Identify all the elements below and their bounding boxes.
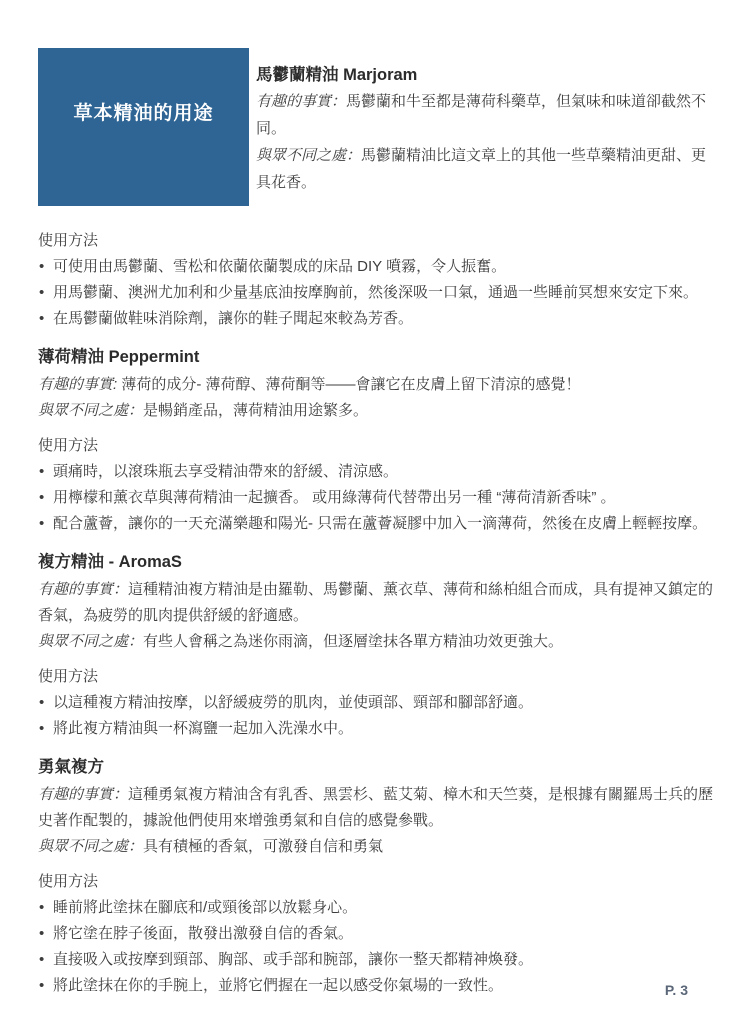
fact-paragraph — [38, 782, 714, 834]
page-title: 草本精油的用途 — [73, 102, 214, 124]
usage-list-courage — [38, 895, 714, 999]
diff-label: 與眾不同之處： — [38, 838, 144, 855]
usage-bullet: • 將它塗在脖子後面，散發出激發自信的香氣。 — [38, 921, 714, 947]
usage-bullet: • 用檸檬和薰衣草與薄荷精油一起擴香。 或用綠薄荷代替帶出另一種 “薄荷清新香味” 。 — [38, 485, 714, 511]
usage-bullet: • 用馬鬱蘭、澳洲尤加利和少量基底油按摩胸前，然後深吸一口氣，通過一些睡前冥想來安定下來。 — [38, 280, 714, 306]
usage-bullet: • 將此塗抹在你的手腕上，並將它們握在一起以感受你氣場的一致性。 — [38, 973, 714, 999]
usage-bullet: • 將此複方精油與一杯瀉鹽一起加入洗澡水中。 — [38, 716, 714, 742]
document-body — [38, 228, 714, 999]
fact-text: 薄荷的成分- 薄荷醇、薄荷酮等——會讓它在皮膚上留下清涼的感覺！ — [117, 376, 581, 393]
section-marjoram-intro — [256, 64, 712, 196]
fact-paragraph — [38, 577, 714, 629]
fact-text: 這種精油複方精油是由羅勒、馬鬱蘭、薰衣草、薄荷和絲柏組合而成，具有提神又鎮定的香氣，為疲勞的肌肉提供舒緩的舒適感。 — [38, 581, 714, 624]
diff-label: 與眾不同之處： — [38, 633, 144, 650]
diff-text: 有些人會稱之為迷你雨滴，但逐層塗抹各單方精油功效更強大。 — [143, 633, 564, 650]
diff-paragraph — [38, 834, 714, 860]
usage-list-aromas — [38, 690, 714, 742]
diff-label: 與眾不同之處： — [38, 402, 144, 419]
section-heading-marjoram: 馬鬱蘭精油 Marjoram — [256, 66, 418, 84]
usage-bullet: • 在馬鬱蘭做鞋味消除劑，讓你的鞋子聞起來較為芳香。 — [38, 306, 714, 332]
title-banner — [38, 48, 249, 206]
section-heading-courage: 勇氣複方 — [38, 758, 104, 776]
fact-text: 這種勇氣複方精油含有乳香、黑雲杉、藍艾菊、樟木和天竺葵，是根據有關羅馬士兵的歷史著作配製的，據說他們使用來增強勇氣和自信的感覺參戰。 — [38, 786, 714, 829]
fact-text: 馬鬱蘭和牛至都是薄荷科藥草，但氣味和味道卻截然不同。 — [256, 93, 707, 137]
usage-bullet: • 頭痛時，以滾珠瓶去享受精油帶來的舒緩、清涼感。 — [38, 459, 714, 485]
usage-label-aromas: 使用方法 — [38, 668, 99, 685]
diff-paragraph — [38, 398, 714, 424]
usage-bullet: • 直接吸入或按摩到頸部、胸部、或手部和腕部，讓你一整天都精神煥發。 — [38, 947, 714, 973]
fact-label: 有趣的事實： — [38, 581, 129, 598]
diff-text: 馬鬱蘭精油比這文章上的其他一些草藥精油更甜、更具花香。 — [256, 147, 707, 191]
page-number: P. 3 — [664, 982, 688, 998]
usage-label-courage: 使用方法 — [38, 873, 99, 890]
usage-bullet: • 配合蘆薈，讓你的一天充滿樂趣和陽光- 只需在蘆薈凝膠中加入一滴薄荷，然後在皮膚上輕輕按摩。 — [38, 511, 714, 537]
diff-paragraph — [38, 629, 714, 655]
fact-paragraph — [256, 88, 712, 142]
usage-list-marjoram — [38, 254, 714, 332]
section-heading-aromas: 複方精油 - AromaS — [38, 553, 182, 571]
diff-text: 具有積極的香氣，可激發自信和勇氣 — [143, 838, 384, 855]
usage-bullet: • 睡前將此塗抹在腳底和/或頸後部以放鬆身心。 — [38, 895, 714, 921]
fact-paragraph — [38, 372, 714, 398]
section-heading-peppermint: 薄荷精油 Peppermint — [38, 348, 200, 366]
fact-label: 有趣的事實: — [38, 376, 118, 393]
usage-label-peppermint: 使用方法 — [38, 437, 99, 454]
fact-label: 有趣的事實： — [38, 786, 129, 803]
usage-label-marjoram: 使用方法 — [38, 232, 99, 249]
usage-list-peppermint — [38, 459, 714, 537]
diff-label: 與眾不同之處： — [256, 147, 362, 164]
diff-text: 是暢銷產品，薄荷精油用途繁多。 — [143, 402, 369, 419]
fact-label: 有趣的事實： — [256, 93, 347, 110]
usage-bullet: • 以這種複方精油按摩，以舒緩疲勞的肌肉，並使頭部、頸部和腳部舒適。 — [38, 690, 714, 716]
usage-bullet: • 可使用由馬鬱蘭、雪松和依蘭依蘭製成的床品 DIY 噴霧，令人振奮。 — [38, 254, 714, 280]
diff-paragraph — [256, 142, 712, 196]
